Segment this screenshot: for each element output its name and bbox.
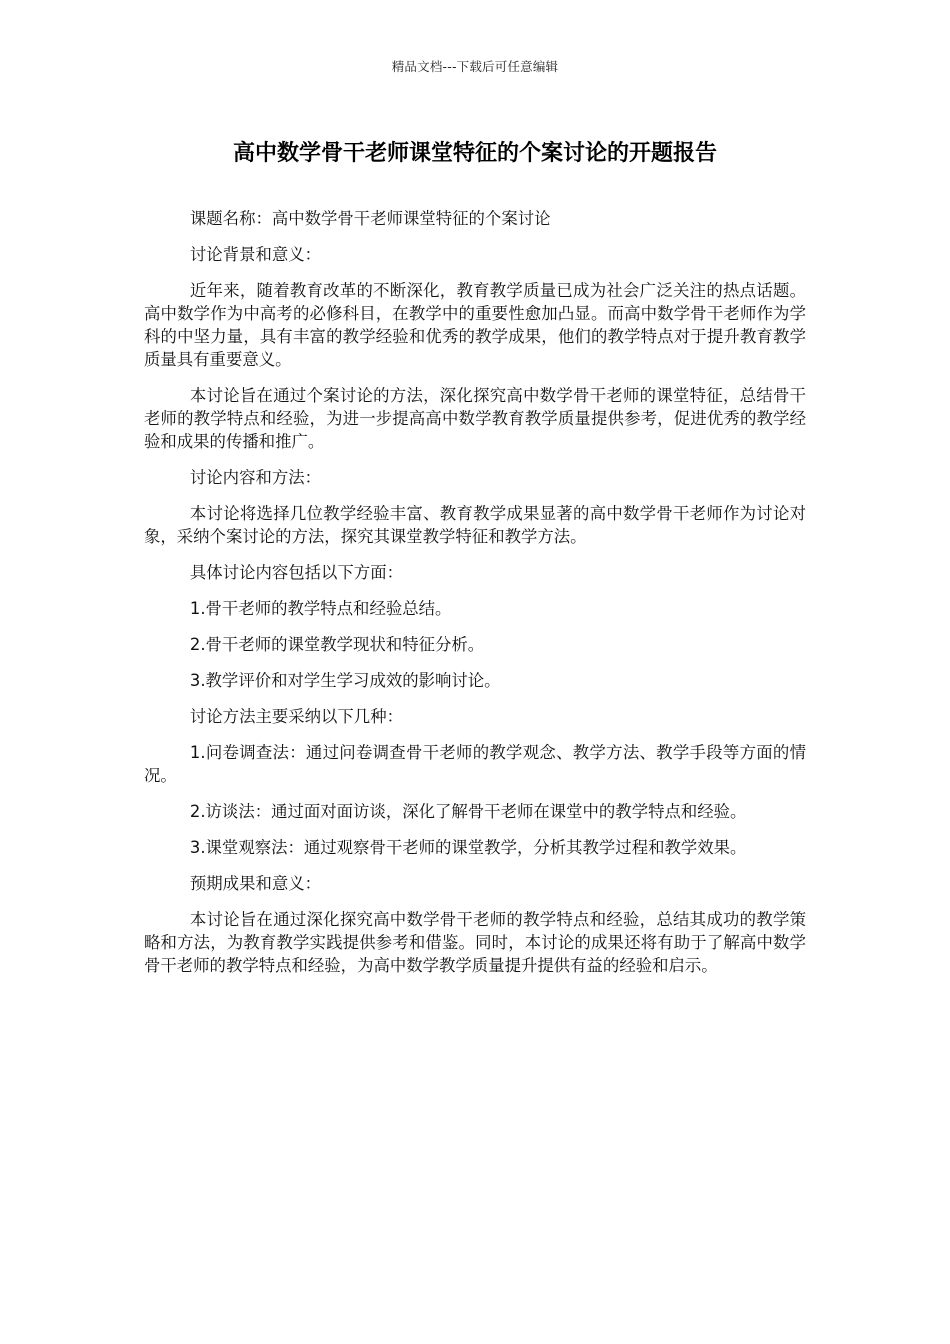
list-item: 3.课堂观察法：通过观察骨干老师的课堂教学，分析其教学过程和教学效果。 <box>189 838 747 857</box>
list-item: 1.问卷调查法：通过问卷调查骨干老师的教学观念、教学方法、教学手段等方面的情况。 <box>144 743 806 785</box>
section-heading-background: 讨论背景和意义： <box>189 245 322 264</box>
page-header: 精品文档---下载后可任意编辑 <box>391 59 559 74</box>
paragraph: 本讨论旨在通过深化探究高中数学骨干老师的教学特点和经验，总结其成功的教学策略和方法，为教育教学实践提供参考和借鉴。同时，本讨论的成果还将有助于了解高中数学骨干老师的教学特点和经验，为高中数学教学质量提升提供有益的经验和启示。 <box>144 910 806 975</box>
section-heading-expected-results: 预期成果和意义： <box>189 874 322 893</box>
paragraph: 近年来，随着教育改革的不断深化，教育教学质量已成为社会广泛关注的热点话题。高中数学作为中高考的必修科目，在教学中的重要性愈加凸显。而高中数学骨干老师作为学科的中坚力量，具有丰富的教学经验和优秀的教学成果，他们的教学特点对于提升教育教学质量具有重要意义。 <box>144 281 806 369</box>
paragraph: 本讨论将选择几位教学经验丰富、教育教学成果显著的高中数学骨干老师作为讨论对象，采纳个案讨论的方法，探究其课堂教学特征和教学方法。 <box>144 504 806 546</box>
list-intro: 具体讨论内容包括以下方面： <box>189 563 403 582</box>
subject-name: 课题名称：高中数学骨干老师课堂特征的个案讨论 <box>189 209 551 228</box>
list-item: 1.骨干老师的教学特点和经验总结。 <box>189 599 452 618</box>
document-title: 高中数学骨干老师课堂特征的个案讨论的开题报告 <box>232 141 717 166</box>
section-heading-content-method: 讨论内容和方法： <box>189 468 322 487</box>
list-intro: 讨论方法主要采纳以下几种： <box>189 707 403 726</box>
list-item: 2.访谈法：通过面对面访谈，深化了解骨干老师在课堂中的教学特点和经验。 <box>189 802 747 821</box>
list-item: 3.教学评价和对学生学习成效的影响讨论。 <box>189 671 501 690</box>
paragraph: 本讨论旨在通过个案讨论的方法，深化探究高中数学骨干老师的课堂特征，总结骨干老师的教学特点和经验，为进一步提高高中数学教育教学质量提供参考，促进优秀的教学经验和成果的传播和推广。 <box>144 386 806 451</box>
list-item: 2.骨干老师的课堂教学现状和特征分析。 <box>189 635 485 654</box>
document-body <box>144 207 806 990</box>
